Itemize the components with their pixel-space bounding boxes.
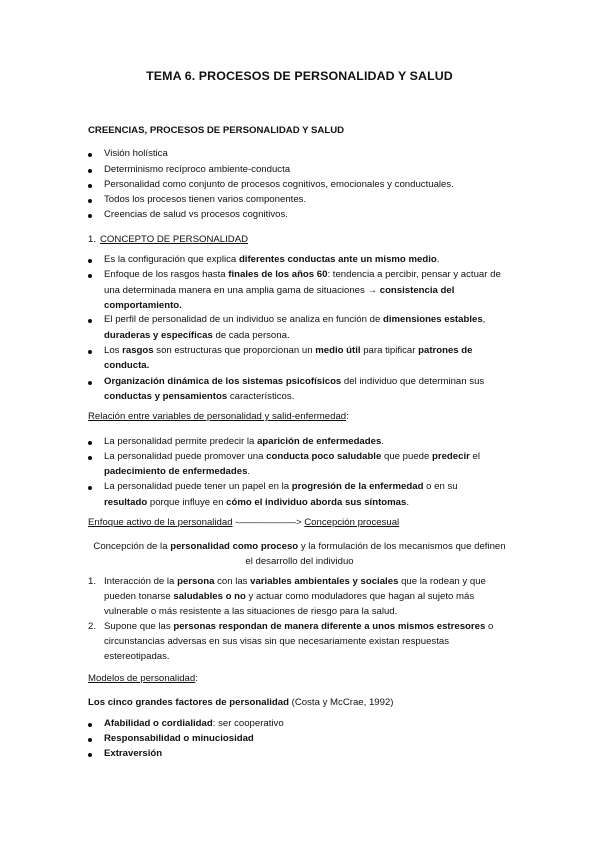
bullet-icon: [88, 199, 92, 203]
text-run-bold: dimensiones estables: [382, 314, 483, 325]
text-run: .: [406, 497, 409, 508]
text-run: :: [346, 411, 349, 422]
numbered-item: [104, 621, 493, 632]
bullet-icon: [88, 319, 92, 323]
text-run: La personalidad permite predecir la: [104, 436, 258, 447]
list-item: [104, 451, 480, 462]
list-item: Responsabilidad o minuciosidad: [104, 733, 254, 744]
text-run: el: [469, 451, 481, 462]
bullet-icon: [88, 486, 92, 490]
text-run-bold: personas: [173, 621, 217, 632]
text-run-bold: rasgos: [122, 345, 154, 356]
text-run-bold: Los cinco grandes factores de personalidad: [88, 697, 289, 708]
text-run: : tendencia a percibir, pensar y actuar de: [327, 269, 501, 280]
text-run-bold: diferentes conductas ante un mismo medio: [238, 254, 437, 265]
bullet-icon: [88, 350, 92, 354]
text-run-bold: padecimiento de enfermedades: [104, 466, 248, 477]
list-item: [104, 718, 284, 729]
text-run-bold: persona: [177, 576, 215, 587]
numbered-item-continuation: [104, 591, 474, 602]
list-item-continuation: conducta.: [104, 360, 150, 371]
text-run: para tipificar: [360, 345, 419, 356]
bullet-icon: [88, 274, 92, 278]
text-run: (Costa y McCrae, 1992): [289, 697, 394, 708]
centered-paragraph-continuation: el desarrollo del individuo: [245, 556, 354, 567]
text-run-bold: personalidad como proceso: [170, 541, 299, 552]
text-run-bold: Afabilidad o cordialidad: [104, 718, 213, 729]
text-run-bold: progresión de la enfermedad: [291, 481, 424, 492]
bullet-icon: [88, 153, 92, 157]
list-item: [104, 314, 485, 325]
list-item: [104, 345, 473, 356]
text-run-bold: duraderas y específicas: [104, 330, 213, 341]
list-item: Creencias de salud vs procesos cognitivos.: [104, 209, 288, 220]
bullet-icon: [88, 753, 92, 757]
list-item: Determinismo recíproco ambiente-conducta: [104, 164, 291, 175]
text-run: .: [247, 466, 251, 477]
text-run-bold: cómo el individuo aborda sus síntomas: [226, 497, 407, 508]
text-run: Interacción de la: [104, 576, 178, 587]
text-run: .: [381, 436, 384, 447]
list-item-continuation: [104, 497, 409, 508]
bullet-icon: [88, 738, 92, 742]
text-run: que la rodean y que: [398, 576, 486, 587]
text-run-bold: aparición de enfermedades: [257, 436, 382, 447]
section-heading-relacion: [88, 411, 349, 422]
text-run-underlined: Enfoque activo de la personalidad: [88, 517, 233, 528]
list-number: 1.: [88, 576, 97, 587]
bullet-icon: [88, 456, 92, 460]
text-run: una determinada manera en una amplia gama de situaciones →: [104, 285, 380, 296]
text-run: pueden tonarse: [104, 591, 174, 602]
list-item-continuation: [104, 330, 290, 341]
list-number: 2.: [88, 621, 97, 632]
text-run-bold: Organización dinámica de los sistemas psicofísicos: [104, 376, 342, 387]
bullet-icon: [88, 259, 92, 263]
text-run: característicos.: [227, 391, 295, 402]
text-run-bold: respondan de manera diferente a unos mismos estresores: [218, 621, 486, 632]
text-run: Concepción de la: [93, 541, 171, 552]
bullet-icon: [88, 441, 92, 445]
text-run-underlined: Modelos de personalidad: [88, 673, 196, 684]
text-run: ,: [482, 314, 486, 325]
list-item: Personalidad como conjunto de procesos cognitivos, emocionales y conductuales.: [104, 179, 454, 190]
text-run: La personalidad puede promover una: [104, 451, 267, 462]
text-run: o: [485, 621, 494, 632]
numbered-item-continuation: estereotipadas.: [104, 651, 170, 662]
text-run: Es la configuración que explica: [104, 254, 239, 265]
numbered-item: [104, 576, 486, 587]
text-run-bold: consistencia del: [379, 285, 455, 296]
section-heading-creencias: CREENCIAS, PROCESOS DE PERSONALIDAD Y SALUD: [88, 125, 345, 136]
text-run-bold: conductas y pensamientos: [104, 391, 228, 402]
enfoque-activo-line: [88, 517, 399, 528]
list-item: [104, 269, 501, 280]
numbered-item-continuation: vulnerable o más resistente a las situaciones de riesgo para la salud.: [104, 606, 398, 617]
text-run: y actuar como moduladores que hagan al sujeto más: [245, 591, 475, 602]
text-run: .: [436, 254, 440, 265]
bullet-icon: [88, 184, 92, 188]
list-item-continuation: comportamiento.: [104, 300, 182, 311]
text-run: que puede: [381, 451, 432, 462]
text-run-bold: patrones de: [418, 345, 473, 356]
section-number: 1.: [88, 234, 97, 245]
text-run: o en su: [423, 481, 458, 492]
text-run: Supone que las: [104, 621, 174, 632]
bullet-icon: [88, 214, 92, 218]
text-run: El perfil de personalidad de un individuo se analiza en función de: [104, 314, 383, 325]
arrow-text: -——————>: [232, 517, 305, 528]
bullet-icon: [88, 723, 92, 727]
list-item: Extraversión: [104, 748, 163, 759]
text-run: :: [195, 673, 198, 684]
list-item-continuation: [104, 285, 454, 296]
section-heading-concepto: CONCEPTO DE PERSONALIDAD: [100, 234, 249, 245]
text-run-bold: variables ambientales y sociales: [250, 576, 399, 587]
text-run: de cada persona.: [212, 330, 290, 341]
text-run: y la formulación de los mecanismos que definen: [298, 541, 506, 552]
bullet-icon: [88, 381, 92, 385]
text-run-underlined: Concepción procesual: [304, 517, 400, 528]
centered-paragraph: [0, 541, 599, 552]
list-item-continuation: [104, 466, 250, 477]
text-run-bold: resultado: [104, 497, 148, 508]
text-run-bold: finales de los años 60: [228, 269, 328, 280]
section-heading-modelos: [88, 673, 198, 684]
text-run-bold: conducta poco saludable: [266, 451, 382, 462]
text-run: son estructuras que proporcionan un: [153, 345, 316, 356]
list-item: [104, 436, 384, 447]
list-item: [104, 254, 439, 265]
text-run: : ser cooperativo: [212, 718, 284, 729]
text-run-underlined: Relación entre variables de personalidad y salid-enfermedad: [88, 411, 347, 422]
text-run: Los: [104, 345, 123, 356]
subheading-cinco-factores: [88, 697, 394, 708]
text-run: La personalidad puede tener un papel en la: [104, 481, 292, 492]
numbered-item-continuation: circunstancias adversas en sus visas sin que necesariamente existan respuestas: [104, 636, 450, 647]
text-run: con las: [214, 576, 251, 587]
list-item: Todos los procesos tienen varios componentes.: [104, 194, 307, 205]
text-run-bold: medio útil: [315, 345, 361, 356]
list-item: [104, 376, 484, 387]
list-item: Visión holística: [104, 148, 168, 159]
text-run: porque influye en: [147, 497, 227, 508]
text-run-bold: saludables o no: [173, 591, 246, 602]
text-run: del individuo que determinan sus: [341, 376, 485, 387]
text-run: Enfoque de los rasgos hasta: [104, 269, 229, 280]
bullet-icon: [88, 169, 92, 173]
list-item-continuation: [104, 391, 294, 402]
list-item: [104, 481, 458, 492]
text-run-bold: predecir: [432, 451, 470, 462]
page-title: TEMA 6. PROCESOS DE PERSONALIDAD Y SALUD: [146, 69, 453, 83]
